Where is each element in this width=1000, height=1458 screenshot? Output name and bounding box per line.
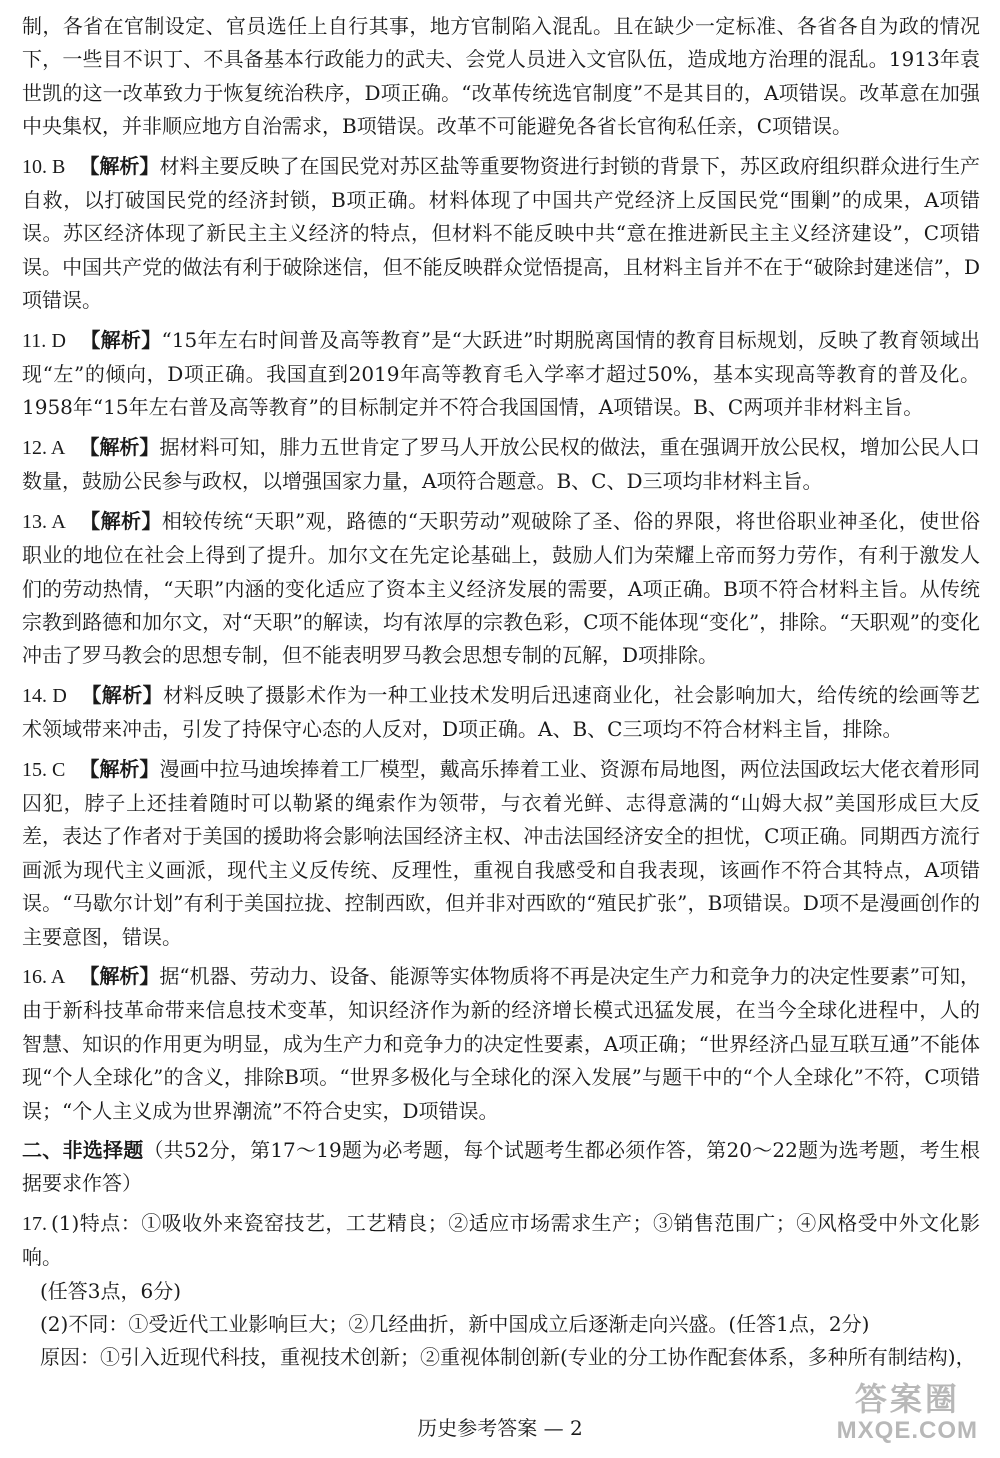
answer-text: 漫画中拉马迪埃捧着工厂模型，戴高乐捧着工业、资源布局地图，两位法国政坛大佬衣着形同囚犯，脖子上还挂着随时可以勒紧的绳索作为领带，与衣着光鲜、志得意满的“山姆大叔”美国形成巨大反差，表达了作者对于美国的援助将会影响法国经济主权、冲击法国经济安全的担忧，C项正确。同期西方流行画派为现代主义画派，现代主义反传统、反理性，重视自我感受和自我表现，该画作不符合其特点，A项错误。“马歇尔计划”有利于美国拉拢、控制西欧，但并非对西欧的“殖民扩张”，B项错误。D项不是漫画创作的主要意图，错误。 [22, 756, 981, 949]
answer-text: 材料主要反映了在国民党对苏区盐等重要物资进行封锁的背景下，苏区政府组织群众进行生产自救，以打破国民党的经济封锁，B项正确。材料体现了中国共产党经济上反国民党“围剿”的成果，A项错误。苏区经济体现了新民主主义经济的特点，但材料不能反映中共“意在推进新民主主义经济建设”，C项错误。中国共产党的做法有利于破除迷信，但不能反映群众觉悟提高，且材料主旨并不在于“破除封建迷信”，D项错误。 [22, 153, 981, 313]
answer-item-14 [22, 679, 980, 747]
answer-item-16 [22, 960, 980, 1128]
answer-text: “15年左右时间普及高等教育”是“大跃进”时期脱离国情的教育目标规划，反映了教育领域出现“左”的倾向，D项正确。我国直到2019年高等教育毛入学率才超过50%，基本实现高等教育的普及化。1958年“15年左右普及高等教育”的目标制定并不符合我国国情，A项错误。B、C两项并非材料主旨。 [22, 327, 980, 420]
answer-item-11 [22, 324, 980, 425]
site-watermark [837, 1382, 978, 1444]
q17-part2: (2)不同：①受近代工业影响巨大；②几经曲折，新中国成立后逐渐走向兴盛。(任答1点，2分) [40, 1312, 870, 1337]
answer-item-17 [22, 1207, 980, 1375]
q17-part1: 17. (1)特点：①吸收外来瓷窑技艺，工艺精良；②适应市场需求生产；③销售范围广；④风格受中外文化影响。 [22, 1210, 980, 1270]
section-two-heading [22, 1134, 980, 1201]
answer-number: 10. B [22, 155, 66, 178]
answer-number: 12. A [22, 436, 66, 459]
answer-item-12 [22, 431, 980, 499]
answer-item-15 [22, 753, 980, 954]
analysis-tag: 【解析】 [80, 682, 164, 707]
answer-number: 13. A [22, 510, 66, 533]
answer-text: 据“机器、劳动力、设备、能源等实体物质将不再是决定生产力和竞争力的决定性要素”可知，由于新科技革命带来信息技术变革，知识经济作为新的经济增长模式迅猛发展，在当今全球化进程中，人的智慧、知识的作用更为明显，成为生产力和竞争力的决定性要素，A项正确；“世界经济凸显互联互通”不能体现“个人全球化”的含义，排除B项。“世界多极化与全球化的深入发展”与题干中的“个人全球化”不符，C项错误；“个人主义成为世界潮流”不符合史实，D项错误。 [22, 963, 981, 1123]
analysis-tag: 【解析】 [79, 756, 160, 781]
analysis-tag: 【解析】 [79, 508, 162, 533]
q17-part1-score: (任答3点，6分) [40, 1278, 182, 1303]
analysis-tag: 【解析】 [79, 153, 160, 178]
answer-number: 16. A [22, 965, 66, 988]
answer-text: 据材料可知，腓力五世肯定了罗马人开放公民权的做法，重在强调开放公民权，增加公民人口数量，鼓励公民参与政权，以增强国家力量，A项符合题意。B、C、D三项均非材料主旨。 [22, 434, 981, 494]
answer-item-13 [22, 505, 980, 673]
watermark-logo-text: 答案圈 [854, 1381, 960, 1418]
analysis-tag: 【解析】 [79, 434, 160, 459]
section-title: 二、非选择题 [22, 1138, 144, 1162]
analysis-tag: 【解析】 [79, 963, 160, 988]
continuation-paragraph: 制，各省在官制设定、官员选任上自行其事，地方官制陷入混乱。且在缺少一定标准、各省各自为政的情况下，一些目不识丁、不具备基本行政能力的武夫、会党人员进入文官队伍，造成地方治理的混乱。1913年袁世凯的这一改革致力于恢复统治秩序，D项正确。“改革传统选官制度”不是其目的，A项错误。改革意在加强中央集权，并非顺应地方自治需求，B项错误。改革不可能避免各省长官徇私任亲，C项错误。 [22, 14, 980, 139]
answer-text: 材料反映了摄影术作为一种工业技术发明后迅速商业化，社会影响加大，给传统的绘画等艺术领域带来冲击，引发了持保守心态的人反对，D项正确。A、B、C三项均不符合材料主旨，排除。 [22, 682, 981, 742]
answer-number: 17. [22, 1212, 47, 1235]
watermark-url: MXQE.COM [836, 1416, 978, 1444]
answer-text: 相较传统“天职”观，路德的“天职劳动”观破除了圣、俗的界限，将世俗职业神圣化，使世俗职业的地位在社会上得到了提升。加尔文在先定论基础上，鼓励人们为荣耀上帝而努力劳作，有利于激发人们的劳动热情，“天职”内涵的变化适应了资本主义经济发展的需要，A项正确。B项不符合材料主旨。从传统宗教到路德和加尔文，对“天职”的解读，均有浓厚的宗教色彩，C项不能体现“变化”，排除。“天职观”的变化冲击了罗马教会的思想专制，但不能表明罗马教会思想专制的瓦解，D项排除。 [22, 508, 981, 668]
answer-number: 11. D [22, 329, 67, 352]
section-instructions: （共52分，第17～19题为必考题，每个试题考生都必须作答，第20～22题为选考题，考生根据要求作答） [22, 1138, 980, 1196]
q17-reason: 原因：①引入近现代科技，重视技术创新；②重视体制创新(专业的分工协作配套体系，多种所有制结构)， [40, 1345, 976, 1370]
analysis-tag: 【解析】 [80, 327, 162, 352]
answer-item-10 [22, 150, 980, 318]
answer-content [22, 10, 980, 1375]
answer-number: 14. D [22, 684, 67, 707]
page-footer: 历史参考答案 — 2 [417, 1416, 583, 1440]
answer-number: 15. C [22, 758, 66, 781]
